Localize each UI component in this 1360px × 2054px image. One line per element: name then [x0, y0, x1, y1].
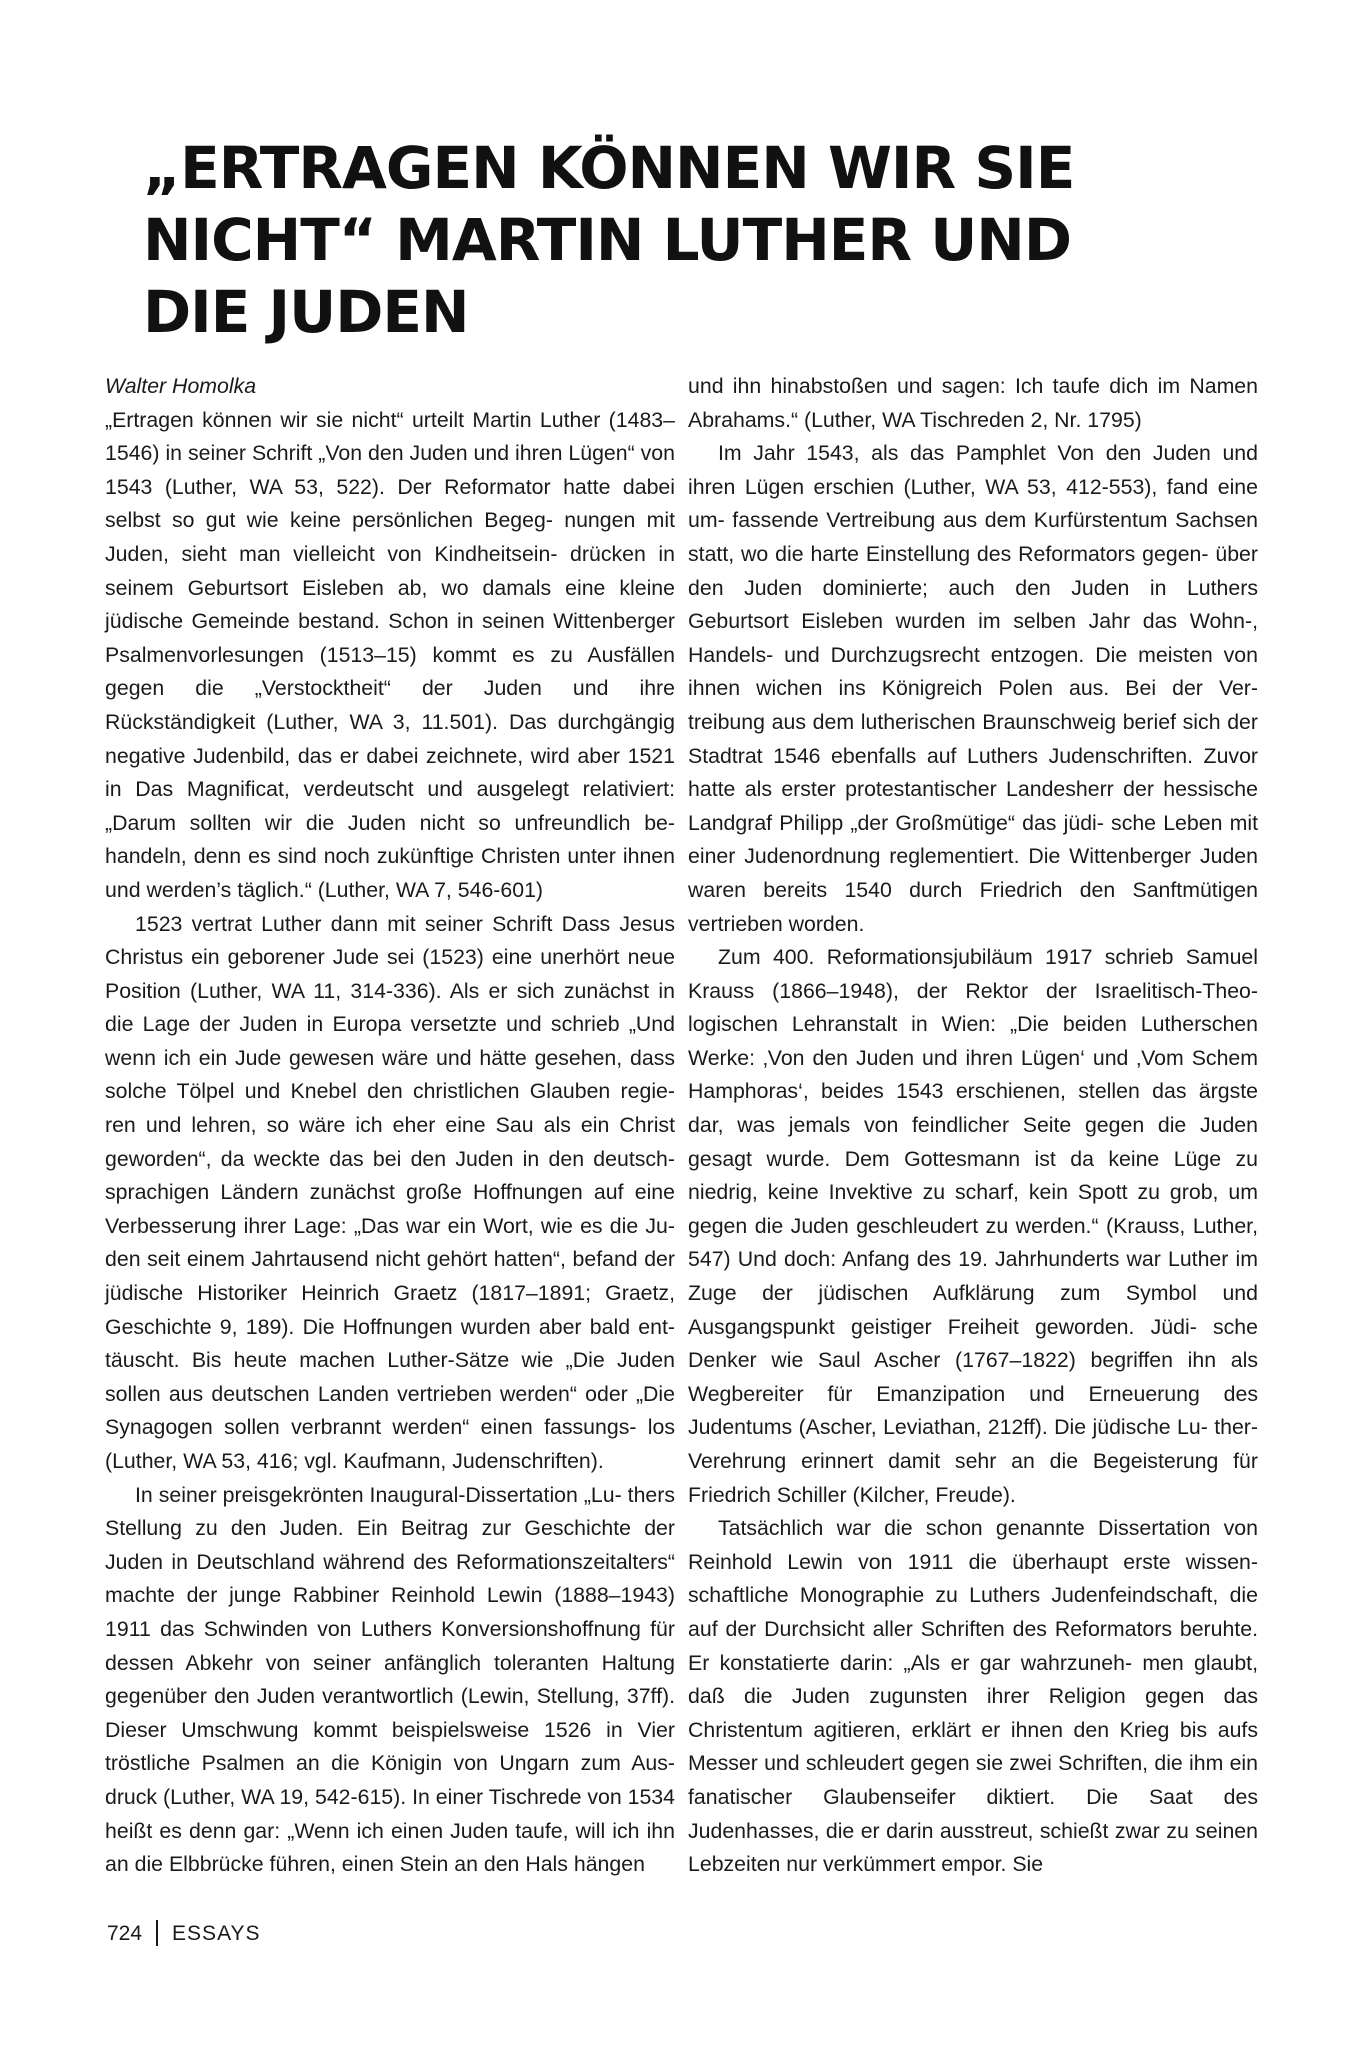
body-paragraph: 1523 vertrat Luther dann mit seiner Schrift Dass Jesus Christus ein geborener Jude sei (1523) eine unerhört neue Position (Luther, WA 11, 314-336). Als er sich zunächst in die Lage der Juden in Europa versetzte und schrieb „Und wenn ich ein Jude gewesen wäre und hätte gesehen, dass solche Tölpel und Knebel den christlichen Glauben regie- ren und lehren, so wäre ich eher eine Sau als ein Christ geworden“, da weckte das bei den Juden in den deutsch- sprachigen Ländern zunächst große Hoffnungen auf eine Verbesserung ihrer Lage: „Das war ein Wort, wie es die Ju- den seit einem Jahrtausend nicht gehört hatten“, befand der jüdische Historiker Heinrich Graetz (1817–1891; Graetz, Geschichte 9, 189). Die Hoffnungen wurden aber bald ent- täuscht. Bis heute machen Luther-Sätze wie „Die Juden sollen aus deutschen Landen vertrieben werden“ oder „Die Synagogen sollen verbrannt werden“ einen fassungs- los (Luther, WA 53, 416; vgl. Kaufmann, Judenschriften). — [105, 911, 675, 1473]
title-line: NICHT“ MARTIN LUTHER UND — [143, 205, 1071, 274]
body-paragraph: Im Jahr 1543, als das Pamphlet Von den Juden und ihren Lügen erschien (Luther, WA 53, 412-553), fand eine um- fassende Vertreibung aus dem Kurfürstentum Sachsen statt, wo die harte Einstellung des Reformators gegen- über den Juden dominierte; auch den Juden in Luthers Geburtsort Eisleben wurden im selben Jahr das Wohn-, Handels- und Durchzugsrecht entzogen. Die meisten von ihnen wichen ins Königreich Polen aus. Bei der Ver- treibung aus dem lutherischen Braunschweig berief sich der Stadtrat 1546 ebenfalls auf Luthers Judenschriften. Zuvor hatte als erster protestantischer Landesherr der hessische Landgraf Philipp „der Großmütige“ das jüdi- sche Leben mit einer Judenordnung reglementiert. Die Wittenberger Juden waren bereits 1540 durch Friedrich den Sanftmütigen vertrieben worden. — [688, 441, 1258, 936]
footer-divider — [156, 1920, 158, 1946]
title-line: DIE JUDEN — [143, 277, 469, 346]
title-line: „ERTRAGEN KÖNNEN WIR SIE — [143, 134, 1075, 202]
body-paragraph: Tatsächlich war die schon genannte Dissertation von Reinhold Lewin von 1911 die überhaupt erste wissen- schaftliche Monographie zu Luthers Judenfeindschaft, die auf der Durchsicht aller Schriften des Reformators beruhte. Er konstatierte darin: „Als er gar wahrzuneh- men glaubt, daß die Juden zugunsten ihrer Religion gegen das Christentum agitieren, erklärt er ihnen den Krieg bis aufs Messer und schleudert gegen sie zwei Schriften, die ihm ein fanatischer Glaubenseifer diktiert. Die Saat des Judenhasses, die er darin ausstreut, schießt zwar zu seinen Lebzeiten nur verkümmert empor. Sie — [688, 1516, 1258, 1877]
body-paragraph: und ihn hinabstoßen und sagen: Ich taufe dich im Namen Abrahams.“ (Luther, WA Tischreden 2, Nr. 1795) — [688, 374, 1258, 432]
page-footer — [107, 1920, 261, 1946]
section-label: ESSAYS — [172, 1922, 261, 1945]
article-title — [143, 133, 1123, 349]
page-number: 724 — [107, 1922, 143, 1945]
body-paragraph: In seiner preisgekrönten Inaugural-Dissertation „Lu- thers Stellung zu den Juden. Ein Beitrag zur Geschichte der Juden in Deutschland während des Reformationszeitalters“ machte der junge Rabbiner Reinhold Lewin (1888–1943) 1911 das Schwinden von Luthers Konversionshoffnung für dessen Abkehr von seiner anfänglich toleranten Haltung gegenüber den Juden verantwortlich (Lewin, Stellung, 37ff). Dieser Umschwung kommt beispielsweise 1526 in Vier tröstliche Psalmen an die Königin von Ungarn zum Aus- druck (Luther, WA 19, 542-615). In einer Tischrede von 1534 heißt es denn gar: „Wenn ich einen Juden taufe, will ich ihn an die Elbbrücke führen, einen Stein an den Hals hängen — [105, 1482, 675, 1877]
left-column — [105, 370, 675, 1882]
right-column — [688, 370, 1258, 1882]
author-name: Walter Homolka — [105, 374, 257, 398]
body-paragraph: „Ertragen können wir sie nicht“ urteilt Martin Luther (1483–1546) in seiner Schrift „Von den Juden und ihren Lügen“ von 1543 (Luther, WA 53, 522). Der Reformator hatte dabei selbst so gut wie keine persönlichen Begeg- nungen mit Juden, sieht man vielleicht von Kindheitsein- drücken in seinem Geburtsort Eisleben ab, wo damals eine kleine jüdische Gemeinde bestand. Schon in seinen Wittenberger Psalmenvorlesungen (1513–15) kommt es zu Ausfällen gegen die „Verstocktheit“ der Juden und ihre Rückständigkeit (Luther, WA 3, 11.501). Das durchgängig negative Judenbild, das er dabei zeichnete, wird aber 1521 in Das Magnificat, verdeutscht und ausgelegt relativiert: „Darum sollten wir die Juden nicht so unfreundlich be- handeln, denn es sind noch zukünftige Christen unter ihnen und werden’s täglich.“ (Luther, WA 7, 546-601) — [105, 407, 675, 902]
body-paragraph: Zum 400. Reformationsjubiläum 1917 schrieb Samuel Krauss (1866–1948), der Rektor der Israelitisch-Theo- logischen Lehranstalt in Wien: „Die beiden Lutherschen Werke: ‚Von den Juden und ihren Lügen‘ und ‚Vom Schem Hamphoras‘, beides 1543 erschienen, stellen das ärgste dar, was jemals von feindlicher Seite gegen die Juden gesagt wurde. Dem Gottesmann ist da keine Lüge zu niedrig, keine Invektive zu scharf, kein Spott zu grob, um gegen die Juden geschleudert zu werden.“ (Krauss, Luther, 547) Und doch: Anfang des 19. Jahrhunderts war Luther im Zuge der jüdischen Aufklärung zum Symbol und Ausgangspunkt geistiger Freiheit geworden. Jüdi- sche Denker wie Saul Ascher (1767–1822) begriffen ihn als Wegbereiter für Emanzipation und Erneuerung des Judentums (Ascher, Leviathan, 212ff). Die jüdische Lu- ther-Verehrung erinnert damit sehr an die Begeisterung für Friedrich Schiller (Kilcher, Freude). — [688, 945, 1258, 1507]
